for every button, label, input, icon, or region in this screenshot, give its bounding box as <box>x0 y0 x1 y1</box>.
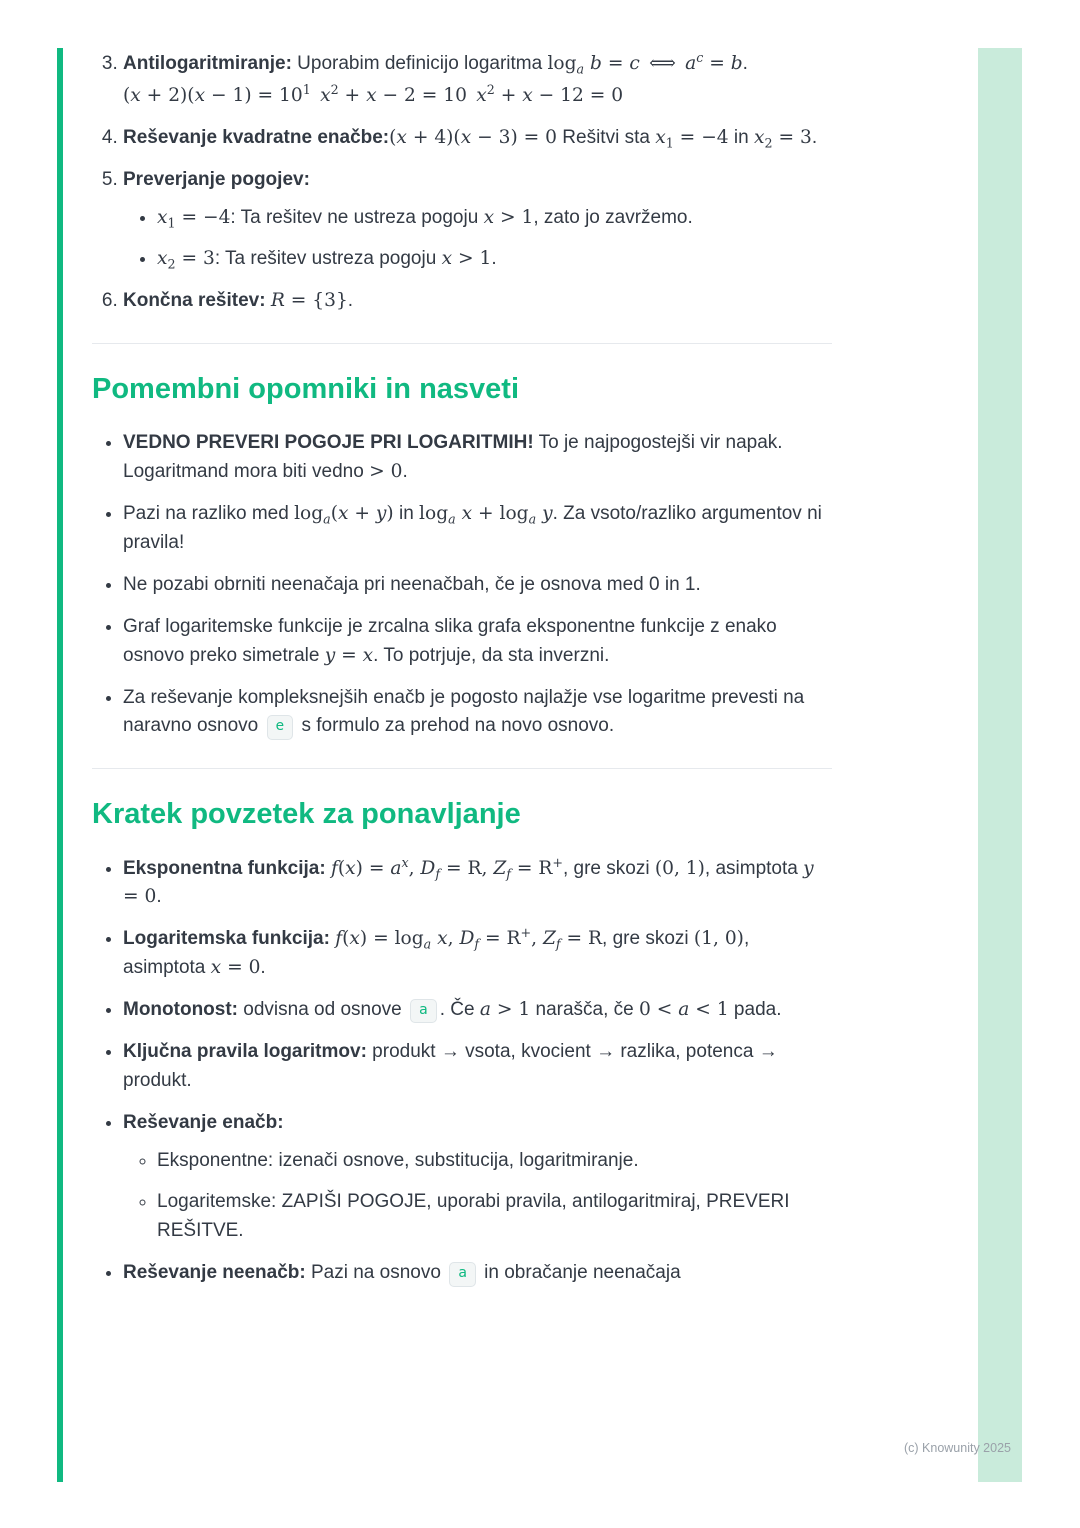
text-run: odvisna od osnove <box>238 999 408 1020</box>
text-line <box>157 1147 832 1176</box>
text-line <box>123 571 832 600</box>
bold-text: Reševanje neenačb: <box>123 1262 306 1284</box>
bold-text: Reševanje enačb: <box>123 1111 284 1133</box>
bullet-item <box>123 500 832 558</box>
math-inline: $x_1 = -4$ <box>655 126 729 151</box>
bold-text: Ključna pravila logaritmov: <box>123 1040 367 1062</box>
math-inline: $\log_a(x + y)$ <box>294 503 394 527</box>
bullet-item <box>123 1109 832 1247</box>
math-inline: $(x + 2)(x - 1) = 10^1$ $x^2 + x - 2 = 10$ $x^2 + x - 12 = 0$ <box>123 81 624 106</box>
text-run: : Ta rešitev ustreza pogoju <box>214 248 442 270</box>
bold-text: Preverjanje pogojev: <box>123 168 310 190</box>
text-line <box>123 996 832 1025</box>
text-run: . <box>260 957 266 979</box>
text-run: in <box>728 126 754 148</box>
code-chip: a <box>410 999 437 1023</box>
numbered-item <box>123 50 832 111</box>
text-run: Uporabim definicijo logaritma <box>291 53 548 74</box>
code-chip: e <box>267 715 294 739</box>
bullet-item <box>123 996 832 1025</box>
bold-text: Reševanje kvadratne enačbe: <box>123 126 390 148</box>
bold-text: VEDNO PREVERI POGOJE PRI LOGARITMIH! <box>123 432 534 454</box>
page-accent-bar <box>57 48 63 1482</box>
text-run: Ne pozabi obrniti neenačaja pri neenačbah, če je osnova med 0 in 1. <box>123 573 701 595</box>
sub-list <box>123 204 832 275</box>
bold-text: Antilogaritmiranje: <box>123 53 292 74</box>
math-inline: a > 1 <box>479 999 531 1020</box>
math-inline: $f(x) = a^x$, $D_f = R$, $Z_f = R^+$ <box>330 854 563 882</box>
math-inline: R = {3} <box>270 290 348 312</box>
math-inline: x > 1 <box>483 206 534 228</box>
text-line <box>123 925 832 983</box>
text-run: . Če <box>439 999 480 1020</box>
math-inline: $x_1 = -4$ <box>157 206 231 231</box>
sub-list-item <box>157 1147 832 1176</box>
sub-list-item <box>157 204 832 233</box>
numbered-list <box>92 50 832 316</box>
bullet-item <box>123 429 832 487</box>
math-inline: y = 0 <box>123 857 814 908</box>
text-run: To je najpogostejši vir napak. Logaritmand mora biti vedno <box>123 432 783 483</box>
numbered-item <box>123 166 832 275</box>
text-line <box>123 500 832 558</box>
text-line <box>123 855 832 913</box>
text-run: Graf logaritemske funkcije je zrcalna slika grafa eksponentne funkcije z enako osnovo preko simetrale <box>123 615 777 666</box>
text-run: : Ta rešitev ne ustreza pogoju <box>230 206 484 228</box>
text-line <box>157 245 832 274</box>
bullet-list <box>92 429 832 741</box>
text-run: Eksponentne: izenači osnove, substitucija, logaritmiranje. <box>157 1149 639 1171</box>
numbered-item <box>123 287 832 316</box>
math-inline: (x + 4)(x − 3) = 0 <box>389 126 557 148</box>
text-line <box>123 1259 832 1288</box>
sub-list <box>123 1147 832 1247</box>
text-run: . <box>402 461 408 483</box>
section-divider <box>92 343 832 344</box>
text-run: Logaritemske: ZAPIŠI POGOJE, uporabi pravila, antilogaritmiraj, PREVERI REŠITVE. <box>157 1191 790 1242</box>
text-run: produkt → vsota, kvocient → razlika, potenca → produkt. <box>123 1040 778 1091</box>
text-run: Pazi na razliko med <box>123 503 295 525</box>
math-inline: x = 0 <box>210 957 261 979</box>
text-line <box>123 124 832 153</box>
text-run: . <box>811 126 818 148</box>
bullet-item <box>123 571 832 600</box>
math-inline: $\log_a b = c$ ⟺ $a^c = b$ <box>547 49 743 77</box>
math-inline: $\log_a x + \log_a y$ <box>419 503 553 527</box>
section-divider <box>92 768 832 769</box>
text-run: Pazi na osnovo <box>305 1262 447 1284</box>
math-inline: $f(x) = \log_a x$, $D_f = R^+$, $Z_f = R$ <box>335 925 603 952</box>
sub-list-item <box>157 245 832 274</box>
math-inline: (1, 0) <box>693 928 744 950</box>
bullet-list <box>92 855 832 1289</box>
math-inline: y = x <box>324 644 374 666</box>
text-run: , zato jo zavržemo. <box>533 206 693 228</box>
math-inline: > 0 <box>369 461 403 483</box>
text-line <box>123 1038 832 1096</box>
bullet-item <box>123 1038 832 1096</box>
text-line <box>123 166 832 195</box>
text-line <box>123 684 832 742</box>
math-inline: x > 1 <box>441 248 492 270</box>
text-line <box>123 82 832 111</box>
text-run: , gre skozi <box>602 928 694 950</box>
bullet-item <box>123 1259 832 1288</box>
text-run: in obračanje neenačaja <box>478 1262 681 1284</box>
math-inline: $x_2 = 3$ <box>753 126 812 151</box>
text-run: , asimptota <box>704 857 804 879</box>
text-run: . <box>742 53 748 74</box>
footer-credit: (c) Knowunity 2025 <box>903 1441 1011 1455</box>
text-line <box>123 287 832 316</box>
text-run: Za reševanje kompleksnejših enačb je pogosto najlažje vse logaritme prevesti na naravno osnovo <box>123 686 805 737</box>
bold-text: Monotonost: <box>123 999 239 1020</box>
text-line <box>123 1109 832 1138</box>
text-run: . <box>156 886 162 908</box>
section-heading: Pomembni opomniki in nasveti <box>92 373 520 406</box>
math-inline: $x_2 = 3$ <box>157 248 215 273</box>
text-run: narašča, če <box>530 999 640 1020</box>
code-chip: a <box>449 1262 476 1286</box>
numbered-item <box>123 124 832 153</box>
math-inline: 0 < a < 1 <box>639 999 729 1020</box>
bullet-item <box>123 613 832 671</box>
text-line <box>157 1188 832 1246</box>
text-run: . To potrjuje, da sta inverzni. <box>373 644 610 666</box>
text-run: in <box>393 503 420 525</box>
bold-text: Končna rešitev: <box>123 290 266 312</box>
text-run: s formulo za prehod na novo osnovo. <box>296 715 615 737</box>
sub-list-item <box>157 1188 832 1246</box>
text-line <box>157 204 832 233</box>
math-inline: (0, 1) <box>654 857 705 879</box>
bold-text: Logaritemska funkcija: <box>123 928 330 950</box>
text-run: Rešitvi sta <box>557 126 656 148</box>
text-run: pada. <box>728 999 782 1020</box>
bold-text: Eksponentna funkcija: <box>123 857 326 879</box>
section-heading: Kratek povzetek za ponavljanje <box>92 798 521 831</box>
text-run: , gre skozi <box>562 857 655 879</box>
bullet-item <box>123 684 832 742</box>
document-content <box>92 50 832 1301</box>
text-line <box>123 613 832 671</box>
bullet-item <box>123 855 832 913</box>
text-run: . <box>347 290 354 312</box>
text-line <box>123 50 832 79</box>
text-line <box>123 429 832 487</box>
text-run: . Za vsoto/razliko argumentov ni pravila! <box>123 503 822 553</box>
text-run: . <box>491 248 497 270</box>
text-run: , asimptota <box>123 928 750 979</box>
bullet-item <box>123 925 832 983</box>
page-side-strip <box>978 48 1022 1482</box>
